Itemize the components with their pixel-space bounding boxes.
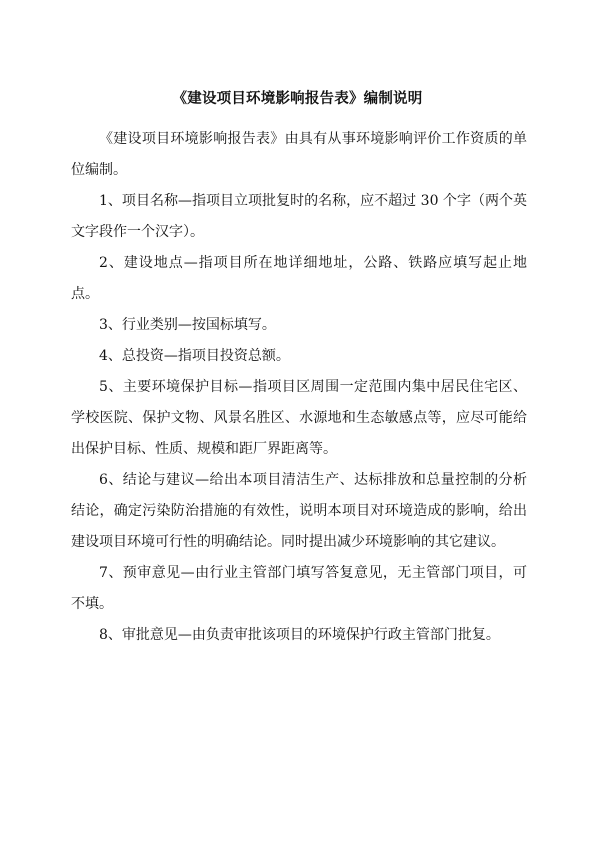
- paragraph-intro: 《建设项目环境影响报告表》由具有从事环境影响评价工作资质的单位编制。: [71, 131, 527, 178]
- document-body: [71, 124, 527, 651]
- paragraph-protection-targets: 5、主要环境保护目标—指项目区周围一定范围内集中居民住宅区、学校医院、保护文物、风景名胜区、水源地和生态敏感点等，应尽可能给出保护目标、性质、规模和距厂界距离等。: [71, 379, 527, 457]
- paragraph-construction-site: 2、建设地点—指项目所在地详细地址，公路、铁路应填写起止地点。: [71, 255, 527, 302]
- paragraph-approval: 8、审批意见—由负责审批该项目的环境保护行政主管部门批复。: [99, 627, 500, 643]
- paragraph-project-name: 1、项目名称—指项目立项批复时的名称，应不超过 30 个字（两个英文字段作一个汉字）。: [71, 193, 527, 240]
- paragraph-industry-category: 3、行业类别—按国标填写。: [99, 317, 276, 333]
- paragraph-pre-review: 7、预审意见—由行业主管部门填写答复意见，无主管部门项目，可不填。: [71, 565, 527, 612]
- paragraph-total-investment: 4、总投资—指项目投资总额。: [99, 348, 290, 364]
- document-title: 《建设项目环境影响报告表》编制说明: [172, 91, 423, 107]
- paragraph-conclusions: 6、结论与建议—给出本项目清洁生产、达标排放和总量控制的分析结论，确定污染防治措施的有效性，说明本项目对环境造成的影响，给出建设项目环境可行性的明确结论。同时提出减少环境影响的其它建议。: [71, 472, 527, 550]
